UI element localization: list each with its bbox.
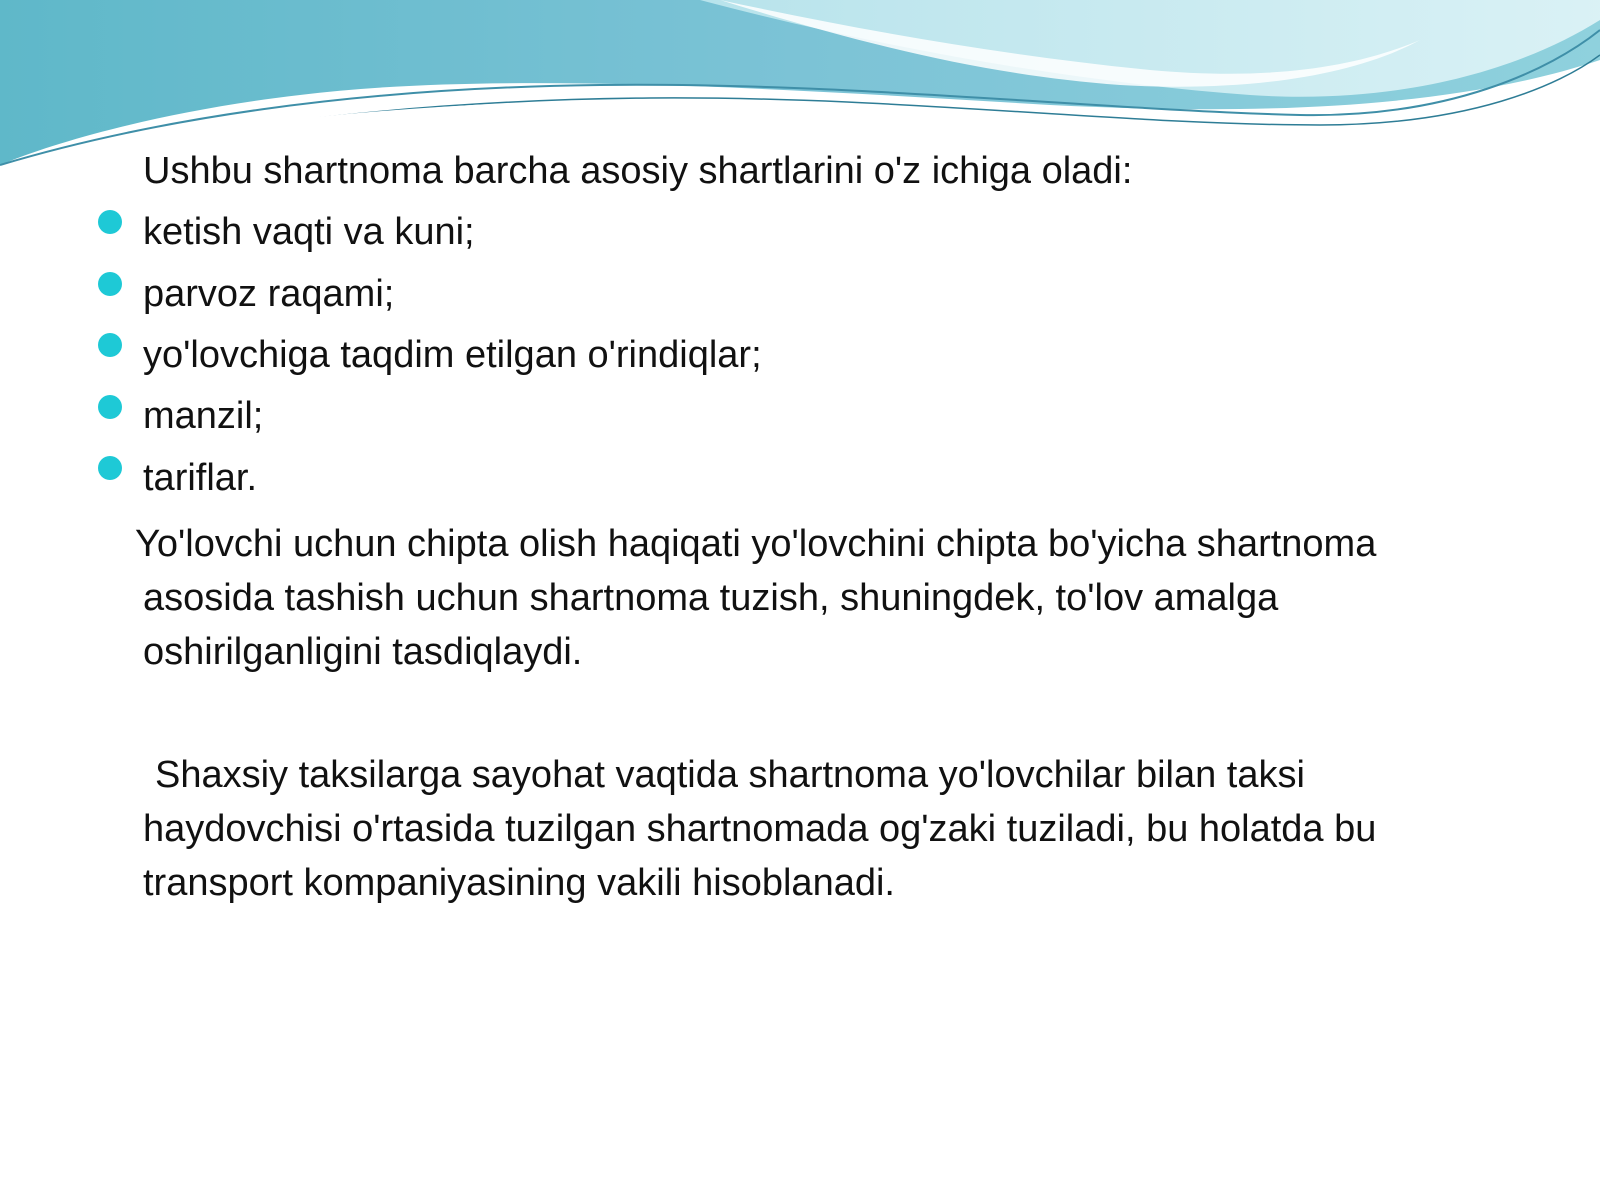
paragraph-line: Shaxsiy taksilarga sayohat vaqtida shartnoma yo'lovchilar bilan taksi bbox=[155, 754, 1305, 796]
paragraph-ticket bbox=[135, 517, 1543, 679]
bullet-item: yo'lovchiga taqdim etilgan o'rindiqlar; bbox=[143, 334, 762, 376]
bullet-item: manzil; bbox=[143, 395, 264, 437]
paragraph-line: Yo'lovchi uchun chipta olish haqiqati yo'lovchini chipta bo'yicha shartnoma bbox=[135, 523, 1377, 565]
bullet-item: tariflar. bbox=[143, 457, 258, 499]
bullet-item: ketish vaqti va kuni; bbox=[143, 211, 475, 253]
bullet-icon bbox=[98, 456, 122, 480]
paragraph-taxi bbox=[143, 748, 1543, 910]
paragraph-line: asosida tashish uchun shartnoma tuzish, shuningdek, to'lov amalga bbox=[143, 577, 1279, 619]
bullet-icon bbox=[98, 333, 122, 357]
paragraph-line: transport kompaniyasining vakili hisoblanadi. bbox=[143, 862, 895, 904]
bullet-item: parvoz raqami; bbox=[143, 273, 395, 315]
paragraph-line: oshirilganligini tasdiqlaydi. bbox=[143, 631, 583, 673]
bullet-icon bbox=[98, 395, 122, 419]
intro-text: Ushbu shartnoma barcha asosiy shartlarini o'z ichiga oladi: bbox=[143, 150, 1133, 192]
bullet-icon bbox=[98, 210, 122, 234]
bullet-icon bbox=[98, 272, 122, 296]
paragraph-line: haydovchisi o'rtasida tuzilgan shartnomada og'zaki tuziladi, bu holatda bu bbox=[143, 808, 1377, 850]
